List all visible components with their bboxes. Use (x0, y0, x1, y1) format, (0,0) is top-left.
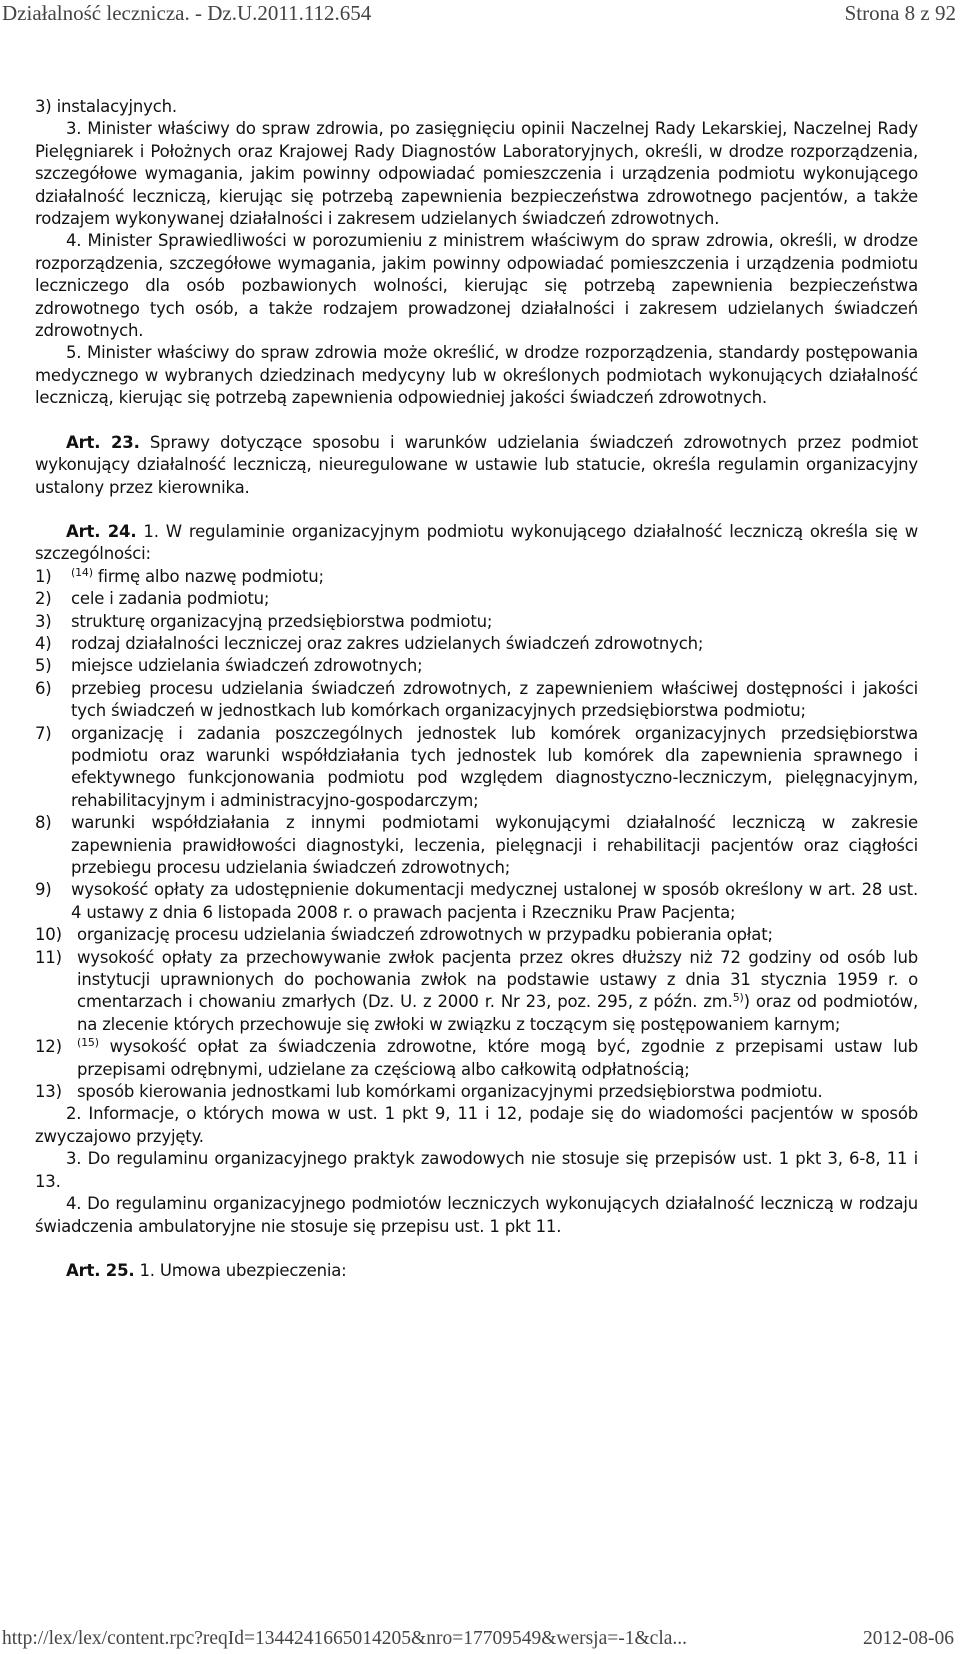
list-item (35, 1036, 918, 1081)
list-item-number: 10) (35, 925, 62, 945)
print-header (0, 0, 960, 32)
page-url: http://lex/lex/content.rpc?reqId=1344241665014205&nro=17709549&wersja=-1&cla... (2, 1628, 688, 1649)
list-item-text: rodzaj działalności leczniczej oraz zakres udzielanych świadczeń zdrowotnych; (71, 633, 704, 653)
article-23 (35, 432, 918, 499)
list-item (35, 924, 918, 946)
print-footer (0, 1628, 960, 1654)
list-item (35, 678, 918, 723)
list-item (35, 588, 918, 610)
list-item-number: 5) (35, 656, 52, 676)
list-item-label: wysokość opłat za świadczenia zdrowotne, które mogą być, zgodnie z przepisami ustaw lub przepisami odrębnymi, udzielane za częściową albo całkowitą odpłatnością; (77, 1037, 918, 1079)
list-item-number: 3) (35, 611, 52, 631)
list-item-text: strukturę organizacyjną przedsiębiorstwa podmiotu; (71, 611, 493, 631)
list-item (35, 812, 918, 879)
article-24-list (35, 566, 918, 1104)
article-24 (35, 521, 918, 566)
list-item (35, 655, 918, 677)
section-number: 1. (136, 521, 159, 541)
list-item-text: wysokość opłaty za udostępnienie dokumentacji medycznej ustalonej w sposób określony w art. 28 ust. 4 ustawy z dnia 6 listopada 2008 r. o prawach pacjenta i Rzeczniku Praw Pacjenta; (71, 880, 918, 922)
paragraph-text: Minister Sprawiedliwości w porozumieniu z ministrem właściwym do spraw zdrowia, określi, w drodze rozporządzenia, szczegółowe wymagania, jakim powinny odpowiadać pomieszczenia i urządzenia podmiotu leczniczego dla osób pozbawionych wolności, kierując się potrzebą zapewnienia bezpieczeństwa zdrowotnego tych osób, a także rodzajem prowadzonej działalności i zakresem udzielanych świadczeń zdrowotnych. (35, 231, 918, 341)
paragraph-number: 3. (66, 119, 82, 139)
paragraph-3 (35, 118, 918, 230)
document-body (35, 96, 918, 1282)
article-label: Art. 24. (66, 521, 137, 541)
section-number: 4. (66, 1194, 82, 1214)
section-text: Do regulaminu organizacyjnego podmiotów leczniczych wykonujących działalność leczniczą w rodzaju świadczenia ambulatoryjne nie stosuje się przepisu ust. 1 pkt 11. (35, 1194, 918, 1236)
document-title: Działalność lecznicza. - Dz.U.2011.112.654 (2, 1, 372, 25)
footnote-ref: (15) (77, 1036, 99, 1050)
section-3 (35, 1148, 918, 1193)
footnote-ref: 5) (732, 991, 744, 1005)
list-item (35, 611, 918, 633)
section-number: 2. (66, 1104, 82, 1124)
list-item-text: sposób kierowania jednostkami lub komórkami organizacyjnymi przedsiębiorstwa podmiotu. (77, 1082, 823, 1102)
list-item-text (71, 566, 918, 588)
paragraph-number: 4. (66, 231, 82, 251)
list-item-number: 11) (35, 947, 62, 967)
print-date: 2012-08-06 (863, 1628, 954, 1649)
list-item-text: warunki współdziałania z innymi podmiotami wykonującymi działalność leczniczą w zakresie zapewnienia prawidłowości diagnostyki, leczenia, pielęgnacji i rehabilitacji pacjentów oraz ciągłości przebiegu procesu udzielania świadczeń zdrowotnych; (71, 813, 918, 877)
list-item-number: 9) (35, 880, 52, 900)
list-item-label: wysokość opłaty za przechowywanie zwłok pacjenta przez okres dłuższy niż 72 godziny od osób lub instytucji uprawnionych do pochowania zwłok na podstawie ustawy z dnia 31 stycznia 1959 r. o cmentarzach i chowaniu zmarłych (Dz. U. z 2000 r. Nr 23, poz. 295, z późn. zm. (77, 947, 918, 1012)
list-item-text: cele i zadania podmiotu; (71, 589, 270, 609)
paragraph-number: 5. (66, 343, 82, 363)
section-4 (35, 1193, 918, 1238)
article-text: W regulaminie organizacyjnym podmiotu wykonującego działalność leczniczą określa się w szczególności: (35, 521, 918, 564)
list-item-number: 4) (35, 633, 52, 653)
list-item-text: miejsce udzielania świadczeń zdrowotnych; (71, 656, 423, 676)
section-number: 3. (66, 1149, 82, 1169)
list-item (35, 723, 918, 813)
list-item-text (77, 1036, 918, 1081)
article-text: Umowa ubezpieczenia: (154, 1260, 347, 1280)
page-number: Strona 8 z 92 (844, 1, 956, 25)
article-text: Sprawy dotyczące sposobu i warunków udzielania świadczeń zdrowotnych przez podmiot wykonujący działalność leczniczą, nieuregulowane w ustawie lub statucie, określa regulamin organizacyjny ustalony przez kierownika. (35, 432, 919, 497)
article-label: Art. 23. (66, 432, 140, 452)
list-item-number: 8) (35, 813, 52, 833)
paragraph-4 (35, 230, 918, 342)
list-item-number: 6) (35, 678, 52, 698)
paragraph-5 (35, 342, 918, 409)
list-item-text (77, 947, 918, 1037)
section-text: Informacje, o których mowa w ust. 1 pkt 9, 11 i 12, podaje się do wiadomości pacjentów w sposób zwyczajowo przyjęty. (35, 1104, 918, 1146)
list-item (35, 879, 918, 924)
list-item-label: firmę albo nazwę podmiotu; (92, 566, 324, 586)
list-item (35, 1081, 918, 1103)
list-item (35, 633, 918, 655)
list-item-text: organizację i zadania poszczególnych jednostek lub komórek organizacyjnych przedsiębiorstwa podmiotu oraz warunki współdziałania tych jednostek lub komórek dla zapewnienia sprawnego i efektywnego funkcjonowania podmiotu pod względem diagnostyczno-leczniczym, pielęgnacyjnym, rehabilitacyjnym i administracyjno-gospodarczym; (71, 723, 918, 810)
section-2 (35, 1103, 918, 1148)
list-item-number: 13) (35, 1082, 62, 1102)
list-item-number: 7) (35, 723, 52, 743)
list-item-label-continued: ) oraz od podmiotów, na zlecenie których przechowuje się zwłoki w związku z toczącym się postępowaniem karnym; (77, 992, 919, 1034)
list-item-text: przebieg procesu udzielania świadczeń zdrowotnych, z zapewnieniem właściwej dostępności i jakości tych świadczeń w jednostkach lub komórkach organizacyjnych przedsiębiorstwa podmiotu; (71, 678, 918, 721)
list-item-number: 1) (35, 566, 52, 586)
footnote-ref: (14) (71, 565, 93, 579)
list-item (35, 947, 918, 1037)
article-25 (35, 1260, 918, 1282)
list-item-number: 2) (35, 589, 52, 609)
list-item-text: organizację procesu udzielania świadczeń zdrowotnych w przypadku pobierania opłat; (77, 925, 773, 945)
list-item (35, 566, 918, 588)
section-number: 1. (134, 1260, 155, 1280)
paragraph-text: Minister właściwy do spraw zdrowia może określić, w drodze rozporządzenia, standardy postępowania medycznego w wybranych dziedzinach medycyny lub w określonych podmiotach wykonujących działalność leczniczą, kierując się potrzebą zapewnienia odpowiedniej jakości świadczeń zdrowotnych. (35, 343, 918, 408)
list-item-number: 12) (35, 1037, 62, 1057)
paragraph-instalacyjnych: 3) instalacyjnych. (35, 97, 177, 116)
paragraph-text: Minister właściwy do spraw zdrowia, po zasięgnięciu opinii Naczelnej Rady Lekarskiej, Naczelnej Rady Pielęgniarek i Położnych oraz Krajowej Rady Diagnostów Laboratoryjnych, określi, w drodze rozporządzenia, szczegółowe wymagania, jakim powinny odpowiadać pomieszczenia i urządzenia podmiotu wykonującego działalność leczniczą, kierując się potrzebą zapewnienia bezpieczeństwa zdrowotnego pacjentów, a także rodzajem wykonywanej działalności i zakresem udzielanych świadczeń zdrowotnych. (35, 119, 918, 229)
section-text: Do regulaminu organizacyjnego praktyk zawodowych nie stosuje się przepisów ust. 1 pkt 3, 6-8, 11 i 13. (35, 1149, 918, 1191)
article-label: Art. 25. (66, 1260, 135, 1280)
